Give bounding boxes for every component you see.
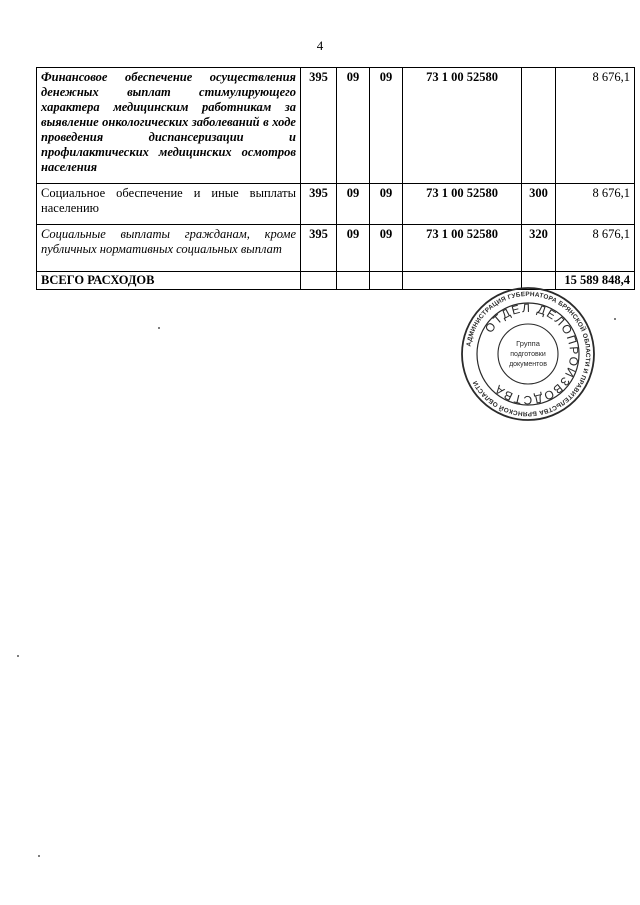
target-article-code: 73 1 00 52580: [403, 184, 522, 225]
row-description: Финансовое обеспечение осуществления денежных выплат стимулирующего характера медицинским работникам за выявление онкологических заболеваний в ходе проведения диспансеризации и профилактических медицинских осмотров населения: [37, 68, 301, 184]
expense-type-code: [522, 68, 556, 184]
scan-speck: [17, 655, 19, 657]
table-row: [37, 68, 635, 184]
subsection-code: 09: [370, 225, 403, 272]
subsection-code: 09: [370, 68, 403, 184]
row-description: Социальные выплаты гражданам, кроме публичных нормативных социальных выплат: [37, 225, 301, 272]
amount: 8 676,1: [556, 184, 635, 225]
scan-speck: [158, 327, 160, 329]
scan-speck: [614, 318, 616, 320]
grbs-code: 395: [301, 225, 337, 272]
grbs-code: 395: [301, 68, 337, 184]
page-number: 4: [316, 38, 324, 53]
stamp-center-line2: подготовки: [510, 351, 546, 358]
total-label: ВСЕГО РАСХОДОВ: [37, 272, 301, 290]
table-row: [37, 184, 635, 225]
grbs-code: 395: [301, 184, 337, 225]
subsection-code: 09: [370, 184, 403, 225]
stamp-center-line1: Группа: [516, 339, 540, 348]
amount: 8 676,1: [556, 68, 635, 184]
stamp-center-line3: документов: [509, 361, 547, 368]
office-stamp: [460, 286, 596, 422]
expense-type-code: 300: [522, 184, 556, 225]
total-amount: 15 589 848,4: [556, 272, 635, 290]
section-code: 09: [337, 184, 370, 225]
expense-type-code: 320: [522, 225, 556, 272]
target-article-code: 73 1 00 52580: [403, 225, 522, 272]
expenditure-table: [36, 67, 635, 290]
section-code: 09: [337, 68, 370, 184]
table-row: [37, 225, 635, 272]
section-code: 09: [337, 225, 370, 272]
amount: 8 676,1: [556, 225, 635, 272]
row-description: Социальное обеспечение и иные выплаты населению: [37, 184, 301, 225]
target-article-code: 73 1 00 52580: [403, 68, 522, 184]
stamp-outer-text: АДМИНИСТРАЦИЯ ГУБЕРНАТОРА БРЯНСКОЙ ОБЛАСТИ И ПРАВИТЕЛЬСТВА БРЯНСКОЙ ОБЛАСТИ: [465, 290, 592, 418]
scan-speck: [38, 855, 40, 857]
stamp-inner-text: ОТДЕЛ ДЕЛОПРОИЗВОДСТВА: [482, 300, 582, 408]
